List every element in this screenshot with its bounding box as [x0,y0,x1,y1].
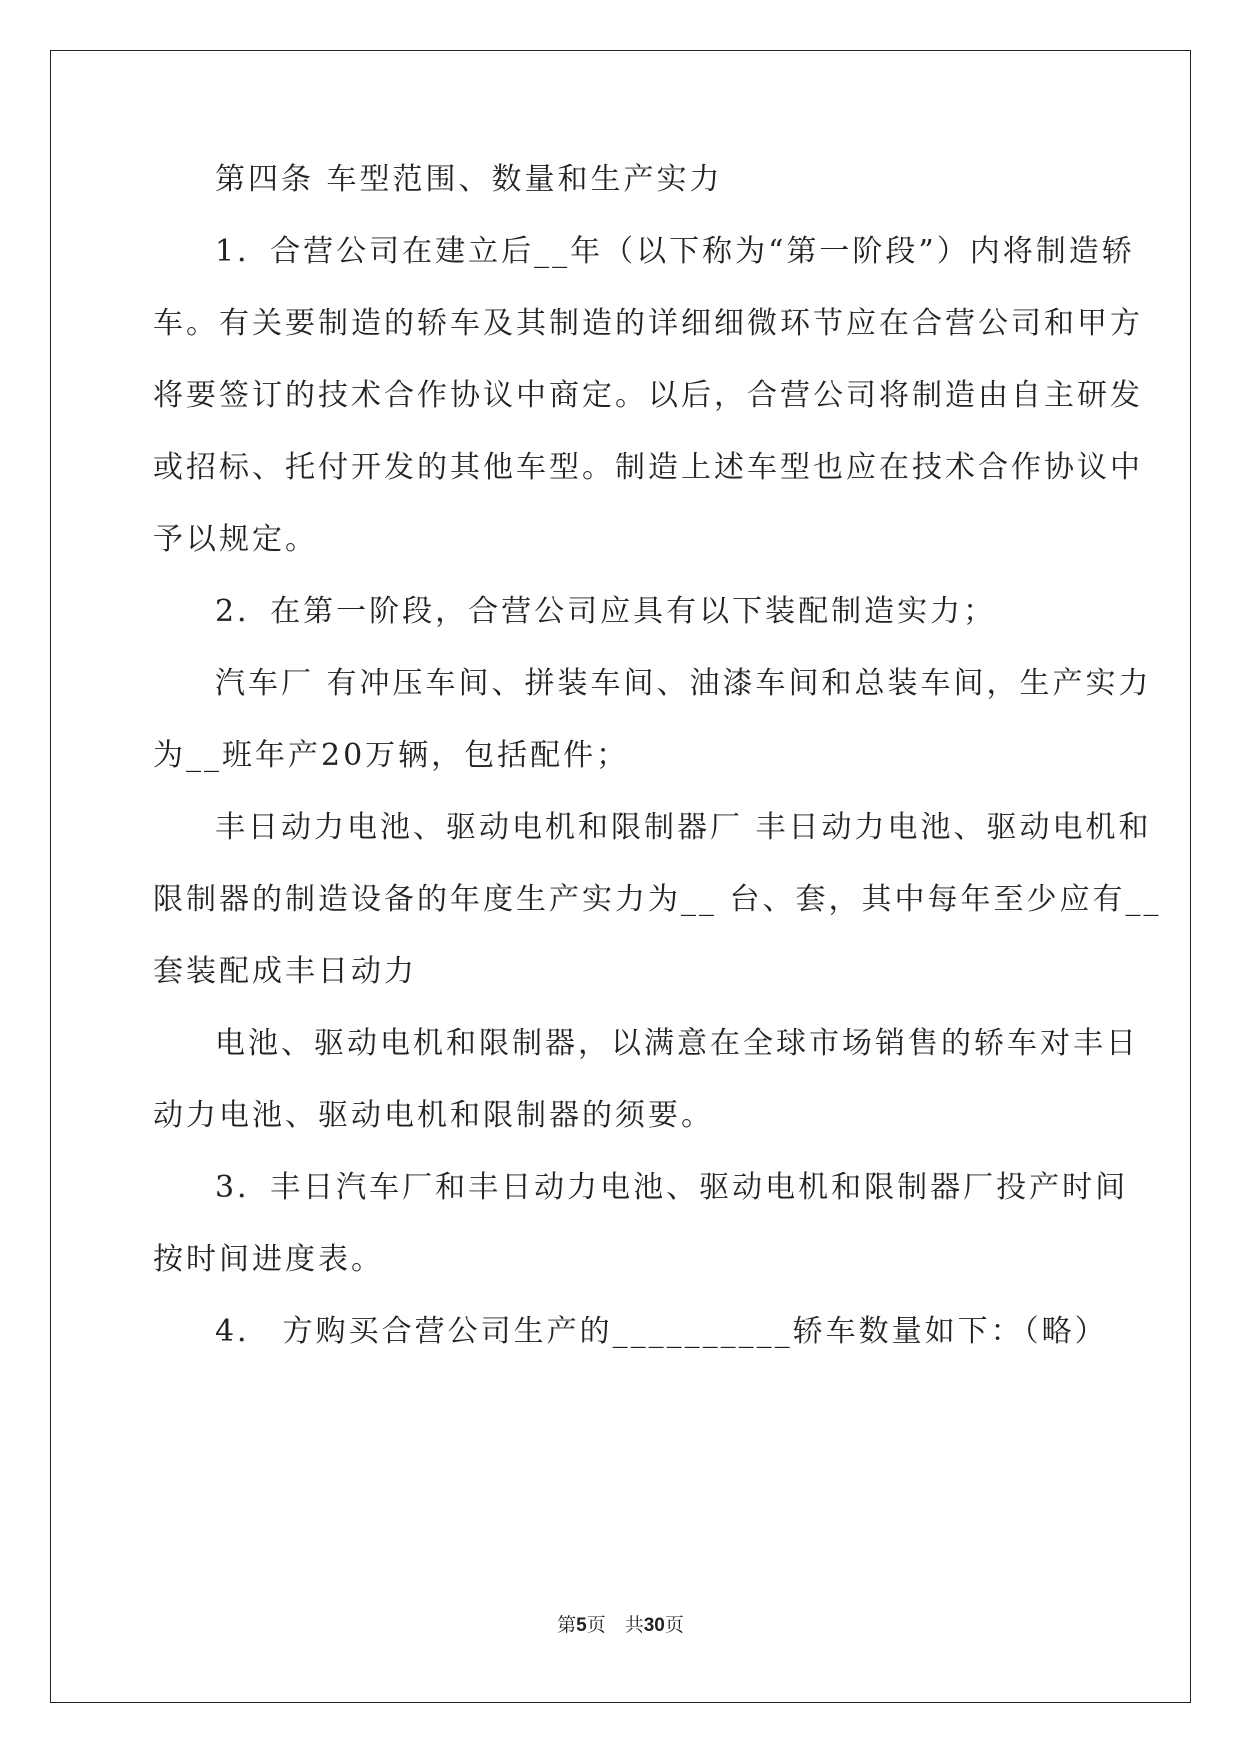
paragraph-line: 或招标、托付开发的其他车型。制造上述车型也应在技术合作协议中 [153,450,1143,485]
paragraph-line: 车。有关要制造的轿车及其制造的详细细微环节应在合营公司和甲方 [153,306,1143,341]
paragraph-line: 丰日动力电池、驱动电机和限制器厂 丰日动力电池、驱动电机和 [215,810,1152,845]
page-suffix: 页 [664,1614,684,1636]
paragraph-line: 限制器的制造设备的年度生产实力为__ 台、套，其中每年至少应有__ [153,882,1162,917]
paragraph-line: 电池、驱动电机和限制器，以满意在全球市场销售的轿车对丰日 [215,1026,1139,1061]
paragraph-line: 1．合营公司在建立后__年（以下称为“第一阶段”）内将制造轿 [215,234,1135,269]
paragraph-line: 将要签订的技术合作协议中商定。以后，合营公司将制造由自主研发 [153,378,1143,413]
paragraph-line: 4． 方购买合营公司生产的__________轿车数量如下：（略） [215,1314,1108,1349]
page-total: 30 [643,1615,665,1636]
page-border [50,50,1191,1703]
page-footer [0,1610,1241,1637]
paragraph-line: 按时间进度表。 [153,1242,384,1277]
paragraph-line: 汽车厂 有冲压车间、拼装车间、油漆车间和总装车间，生产实力 [215,666,1152,701]
paragraph-line: 予以规定。 [153,522,318,557]
paragraph-line: 动力电池、驱动电机和限制器的须要。 [153,1098,714,1133]
paragraph-line: 套装配成丰日动力 [153,954,417,989]
article-heading: 第四条 车型范围、数量和生产实力 [215,162,723,197]
paragraph-line: 3．丰日汽车厂和丰日动力电池、驱动电机和限制器厂投产时间 [215,1170,1129,1205]
page-current: 5 [576,1615,587,1636]
page-mid: 页 共 [586,1614,644,1636]
page-prefix: 第 [557,1614,577,1636]
paragraph-line: 为__班年产20万辆，包括配件； [153,738,630,773]
paragraph-line: 2．在第一阶段，合营公司应具有以下装配制造实力； [215,594,997,629]
